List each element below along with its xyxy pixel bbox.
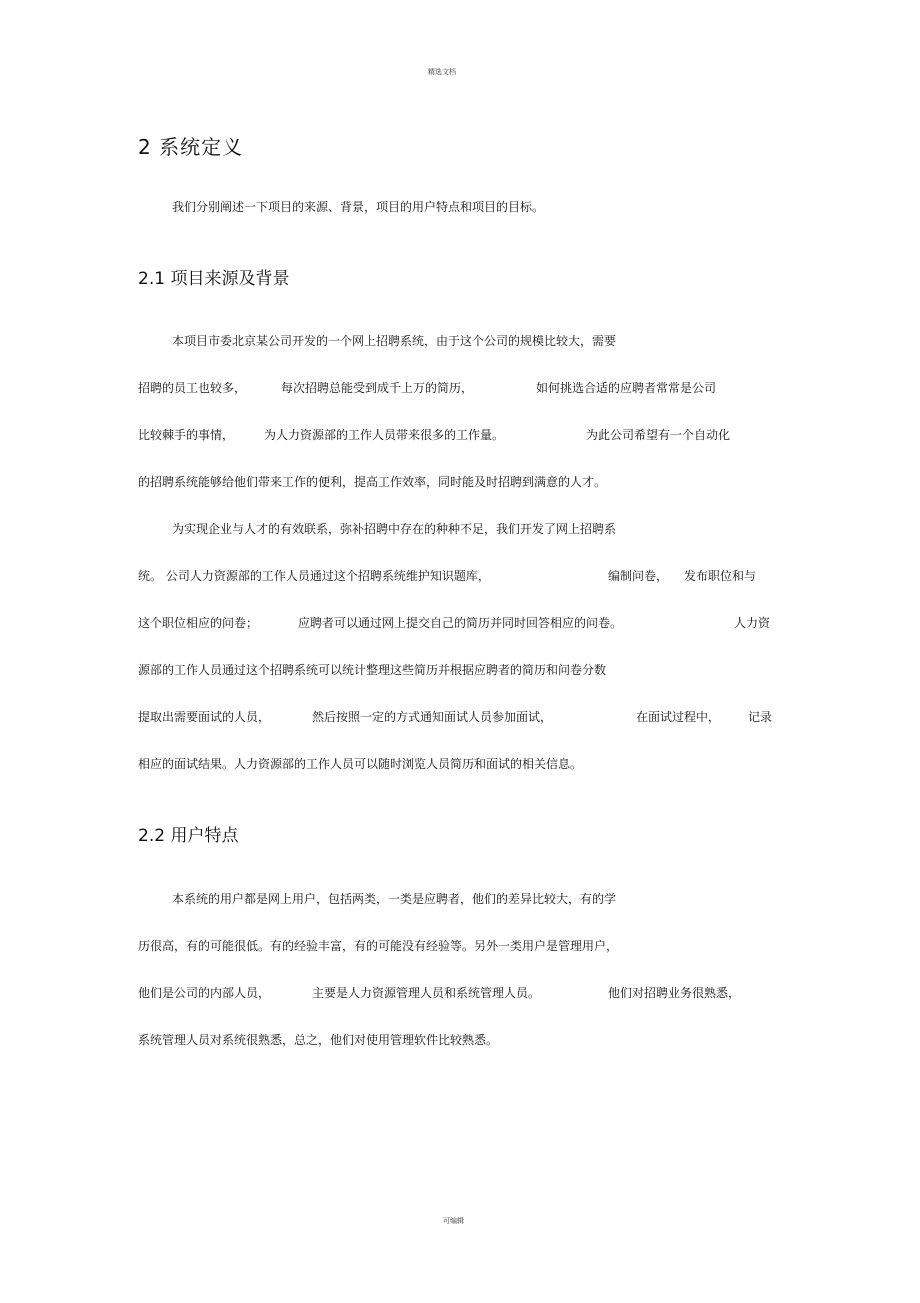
paragraph-line: 编制问卷， [608, 569, 669, 583]
section-2-intro: 我们分别阐述一下项目的来源、背景，项目的用户特点和项目的目标。 [172, 200, 545, 214]
paragraph-line: 提取出需要面试的人员， [138, 710, 271, 724]
paragraph-line: 如何挑选合适的应聘者常常是公司 [536, 381, 717, 395]
paragraph-line: 为人力资源部的工作人员带来很多的工作量。 [264, 428, 505, 442]
paragraph-line: 源部的工作人员通过这个招聘系统可以统计整理这些简历并根据应聘者的简历和问卷分数 [138, 663, 607, 677]
paragraph-line: 为此公司希望有一个自动化 [586, 428, 731, 442]
paragraph-line: 发布职位和与 [684, 569, 757, 583]
page-footer: 可编辑 [443, 1217, 464, 1225]
paragraph-line: 然后按照一定的方式通知面试人员参加面试， [312, 710, 553, 724]
section-2-2-title: 2.2 用户特点 [138, 826, 239, 846]
section-2-1-title: 2.1 项目来源及背景 [138, 269, 290, 289]
section-2-title: 2 系统定义 [138, 135, 244, 159]
paragraph-line: 相应的面试结果。人力资源部的工作人员可以随时浏览人员简历和面试的相关信息。 [138, 757, 583, 771]
paragraph-line: 历很高，有的可能很低。有的经验丰富，有的可能没有经验等。另外一类用户是管理用户， [138, 939, 619, 953]
paragraph-line: 系统管理人员对系统很熟悉，总之，他们对使用管理软件比较熟悉。 [138, 1033, 499, 1047]
paragraph-line: 的招聘系统能够给他们带来工作的便利，提高工作效率，同时能及时招聘到满意的人才。 [138, 475, 607, 489]
page-header: 精选文档 [428, 68, 456, 76]
paragraph-line: 应聘者可以通过网上提交自己的简历并同时回答相应的问卷。 [298, 616, 623, 630]
paragraph-line: 每次招聘总能受到成千上万的简历， [281, 381, 474, 395]
paragraph-line: 他们是公司的内部人员， [138, 986, 271, 1000]
paragraph-line: 为实现企业与人才的有效联系，弥补招聘中存在的种种不足，我们开发了网上招聘系 [172, 522, 617, 536]
paragraph-line: 在面试过程中， [636, 710, 721, 724]
paragraph-line: 记录 [748, 710, 773, 724]
paragraph-line: 他们对招聘业务很熟悉， [608, 986, 741, 1000]
paragraph-line: 这个职位相应的问卷； [138, 616, 259, 630]
paragraph-line: 主要是人力资源管理人员和系统管理人员。 [312, 986, 541, 1000]
paragraph-line: 招聘的员工也较多， [138, 381, 247, 395]
paragraph-line: 本项目市委北京某公司开发的一个网上招聘系统，由于这个公司的规模比较大，需要 [172, 334, 617, 348]
paragraph-line: 本系统的用户都是网上用户，包括两类，一类是应聘者，他们的差异比较大，有的学 [172, 892, 617, 906]
paragraph-line: 比较棘手的事情， [138, 428, 235, 442]
paragraph-line: 统。 公司人力资源部的工作人员通过这个招聘系统维护知识题库， [138, 569, 490, 583]
paragraph-line: 人力资 [734, 616, 771, 630]
